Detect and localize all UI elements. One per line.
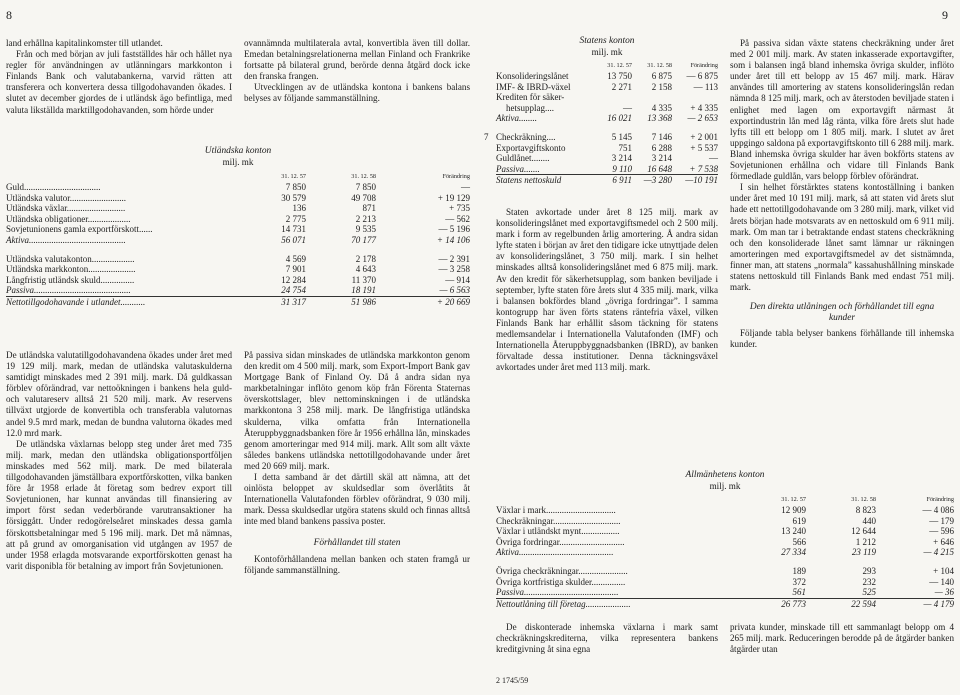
table-row <box>496 537 954 548</box>
right-col3-text <box>496 207 718 373</box>
row-label: Övriga kortfristiga skulder <box>496 576 592 587</box>
row-label: Exportavgiftskonto <box>496 142 566 153</box>
cell-change: + 14 106 <box>436 234 470 245</box>
table-row <box>496 526 954 537</box>
row-leader-dots: ........ <box>531 153 550 164</box>
cell-value: 56 071 <box>281 234 306 245</box>
row-label: Nettoutlåning till företag <box>496 598 586 609</box>
cell-value: 6 911 <box>592 175 632 186</box>
table-row <box>496 547 954 558</box>
row-leader-dots: ......................... <box>69 192 126 203</box>
cell-value: 23 119 <box>851 547 876 558</box>
table-row <box>496 505 954 516</box>
paragraph: land erhållna kapitalinkomster till utlandet. <box>6 38 163 48</box>
row-label: Checkräkning <box>496 131 547 142</box>
cell-value: 6 288 <box>651 142 672 153</box>
row-leader-dots: .......................... <box>66 203 126 214</box>
row-leader-dots: .......................................... <box>524 587 619 598</box>
table-row <box>6 193 470 204</box>
table-row <box>6 235 470 246</box>
cell-value: 4 335 <box>651 102 672 113</box>
cell-value: 16 021 <box>607 113 632 124</box>
row-label: Växlar i utländskt mynt <box>496 526 582 537</box>
column-header: 31. 12. 57 <box>607 62 632 69</box>
cell-value <box>592 92 632 103</box>
cell-value: 561 <box>792 587 806 598</box>
cell-value: 136 <box>292 203 306 214</box>
row-label: Nettotillgodohavande i utlandet <box>6 296 121 307</box>
cell-change: — 2 653 <box>687 113 718 124</box>
cell-change: — 4 215 <box>923 547 954 558</box>
paragraph: Från och med början av juli fastställdes här och hållet nya regler för användningen av utlänningars markkonton i Finlands Bank och valutabankerna, varvid rätten att transferera och konvertera dessa tillgodohavanden ökades. I slutet av december gjordes de i utländsk ägo befintliga, med valuta likställda marktillgodohavanden, som hörde under <box>6 49 232 115</box>
page-number-right: 9 <box>942 8 948 22</box>
cell-value: 2 178 <box>355 253 376 264</box>
cell-value: 7 850 <box>285 182 306 192</box>
row-leader-dots: .... <box>545 102 554 113</box>
public-accounts-table <box>496 495 954 609</box>
cell-value: 751 <box>618 142 632 153</box>
cell-value: 7 901 <box>285 264 306 275</box>
table-title: Allmänhetens konton <box>685 470 765 480</box>
column-header: 31. 12. 58 <box>351 173 376 180</box>
left-col1-top <box>6 38 232 116</box>
table-row <box>6 203 470 214</box>
row-label: Guldlånet <box>496 153 532 164</box>
cell-value: 2 271 <box>611 81 632 92</box>
row-label: Aktiva <box>496 113 519 124</box>
cell-change: — 5 196 <box>438 224 470 235</box>
cell-change: — 36 <box>934 587 954 598</box>
row-label: Utländska växlar <box>6 203 67 214</box>
paragraph: ovannämnda multilaterala avtal, konvertibla även till dollar. Emedan betalningsrelationerna mellan Finland och Frankrike fortsatte på bilateral grund, berörde denna åtgärd dock icke den franska frangen. <box>244 38 470 82</box>
column-header: Förändring <box>690 62 718 69</box>
row-label: Checkräkningar <box>496 515 553 526</box>
cell-change: — 914 <box>445 274 470 285</box>
cell-change: + 735 <box>449 203 470 214</box>
cell-value: 11 370 <box>351 274 376 285</box>
paragraph: I sin helhet förstärktes statens kontoställning i banken under året med 10 191 milj. mark, så att staten vid årets slut hade ett nettotillgodohavande om 3 280 milj. mark, vilket vid årets början hade motsvarats av en nettoskuld om 6 911 milj. mark. Om man tar i betraktande endast statens checkräkning och den konsoliderade lånet samt lämnar ur räkningen amorteringen med exportavgiftsmedel av det sistnämnda, finner man, att statens „normala” kassahushållning minskade statens nettoskuld till Finlands Bank med endast 751 milj. mark. <box>730 182 954 293</box>
cell-change: + 19 129 <box>437 192 470 203</box>
table-row <box>6 264 470 275</box>
cell-value: 9 535 <box>355 224 376 235</box>
left-col1-bottom <box>6 350 232 572</box>
row-leader-dots: .................................. <box>24 182 101 192</box>
cell-change: — 6 875 <box>686 71 718 81</box>
cell-value: 12 909 <box>781 505 806 515</box>
table-row <box>6 182 470 193</box>
cell-change: — 113 <box>693 81 718 92</box>
section-heading: Den direkta utlåningen och förhållandet till egna kunder <box>749 302 935 324</box>
row-leader-dots: .............................. <box>552 515 621 526</box>
paragraph: På passiva sidan minskades de utländska markkonton genom den kredit om 4 500 milj. mark, som Export-Import Bank gav Mortgage Bank of Finland Oy. Då å andra sidan nya markbetalningar inflöto genom köp från Förenta Staternas överskottslager, blev nettominskningen i de utländska markkontona 3 258 milj. mark. De långfristiga utländska skulderna, vilka omfatta från Internationella Återuppbyggnadsbanken före år 1956 erhållna lån, minskades genom amorteringar med 914 milj. mark. Allt som allt växte således bankens utländska nettotillgodohavande under året med 20 669 milj. mark. <box>244 350 470 471</box>
state-accounts-table-block <box>496 36 718 186</box>
table-row <box>496 153 718 164</box>
cell-value: 8 823 <box>855 505 876 515</box>
paragraph: Staten avkortade under året 8 125 milj. mark av konsolideringslånet med exportavgiftsmedel och 2 500 milj. mark i form av regelbunden årlig amortering. Å andra sidan lyfte staten i början av året den tidigare icke utnyttjade delen av konsolideringslånet, 3 750 milj. mark. I sin helhet minskades alltså konsolideringslånet med 6 875 milj. mark. Av den kredit för säkerhetsupplag, som banken beviljade i september, lyfte staten före årets slut 4 335 milj. mark, vilka i balansen bokfördes bland „övriga fordringar”. I samma kontogrupp har även förts statens räntefria växel, vilken Finlands Bank har erhållit såsom täckning för statens medlemsandelar i Internationella Valutafonden (IMF) och Internationella Återuppbyggnadsbanken (IBRD), av banken förvaltade dessa institutioner. Denna täckningsväxel avkortades under året med 113 milj. mark. <box>496 207 718 373</box>
row-leader-dots: ............................. <box>559 536 625 547</box>
cell-change: — 4 086 <box>922 505 954 515</box>
column-header: 31. 12. 58 <box>851 496 876 503</box>
row-leader-dots: .................... <box>585 598 631 609</box>
cell-change: + 2 001 <box>690 131 718 142</box>
table-row <box>496 143 718 154</box>
row-leader-dots: ............... <box>100 274 135 285</box>
table-row <box>496 132 718 143</box>
table-unit: milj. mk <box>222 157 254 167</box>
cell-value: 3 214 <box>611 153 632 164</box>
paragraph: De utländska valutatillgodohavandena ökades under året med 19 129 milj. mark, medan de utländska valutaskulderna samtidigt minskades med 2 391 milj. mark. Då guldkassan förblev oförändrad, var nettoökningen i bankens hela guld- och valutareserv alltså 21 520 milj. mark. Av reservens tillväxt utgjorde de konvertibla och transferabla valutornas andel 9.5 mrd mark, medan de bundna valutorna ökades med 12.0 mrd mark. <box>6 350 232 438</box>
paragraph: Utvecklingen av de utländska kontona i bankens balans belyses av följande sammanställning. <box>244 82 470 104</box>
cell-value: 566 <box>792 536 806 547</box>
row-label: Långfristig utländsk skuld <box>6 274 101 285</box>
row-label: Utländska valutor <box>6 192 70 203</box>
row-label: Utländska obligationer <box>6 213 88 224</box>
section-heading: Förhållandet till staten <box>313 537 401 548</box>
cell-value: 9 110 <box>612 163 632 174</box>
cell-value: 14 731 <box>281 224 306 235</box>
column-header: Förändring <box>442 173 470 180</box>
table-row <box>496 587 954 598</box>
row-leader-dots: .......................................... <box>519 547 614 558</box>
cell-value: 232 <box>862 576 876 587</box>
row-leader-dots: ...................... <box>578 565 628 576</box>
cell-value: 26 773 <box>736 598 806 609</box>
cell-value: 30 579 <box>281 192 306 203</box>
table-row <box>496 566 954 577</box>
cell-value: 5 145 <box>611 131 632 142</box>
right-col4-bottom <box>730 622 954 655</box>
cell-value: 49 708 <box>351 192 376 203</box>
column-header: Förändring <box>926 496 954 503</box>
cell-value: 22 594 <box>806 598 876 609</box>
cell-value: 51 986 <box>306 296 376 307</box>
cell-change: — 140 <box>929 576 954 587</box>
row-label: Konsolideringslånet <box>496 71 569 81</box>
cell-value: 293 <box>862 565 876 576</box>
table-row <box>496 82 718 93</box>
cell-value: 7 146 <box>651 131 672 142</box>
table-row <box>496 577 954 588</box>
table-row <box>496 71 718 82</box>
row-label: Utländska markkonton <box>6 264 89 275</box>
row-label: Aktiva <box>6 234 29 245</box>
margin-mark: 7 <box>484 132 489 142</box>
row-label: Övriga checkräkningar <box>496 565 579 576</box>
table-row <box>496 598 954 609</box>
cell-value: 13 240 <box>781 526 806 537</box>
table-row <box>6 275 470 286</box>
cell-change <box>672 92 718 103</box>
cell-value <box>632 92 672 103</box>
cell-value: 440 <box>862 515 876 526</box>
cell-change: — <box>461 182 470 192</box>
cell-value: 27 334 <box>781 547 806 558</box>
table-title: Statens konton <box>579 36 635 46</box>
row-leader-dots: ................. <box>581 526 620 537</box>
foreign-accounts-table-block <box>6 146 470 308</box>
left-col2-bottom <box>244 350 470 576</box>
cell-change: — 4 179 <box>876 598 954 609</box>
cell-change: — 596 <box>929 526 954 537</box>
cell-change: — 562 <box>445 213 470 224</box>
row-leader-dots: ............... <box>591 576 626 587</box>
row-leader-dots: ........ <box>519 113 537 124</box>
column-header: 31. 12. 57 <box>281 173 306 180</box>
cell-change: + 5 537 <box>690 142 718 153</box>
row-label: Guld <box>6 182 24 192</box>
row-label: Krediten för säker- <box>496 92 565 103</box>
row-leader-dots: ........... <box>120 296 146 307</box>
foreign-accounts-table <box>6 172 470 308</box>
paragraph: Kontoförhållandena mellan banken och staten framgå ur följande sammanställning. <box>244 553 470 575</box>
row-leader-dots: ........................................... <box>34 285 131 296</box>
table-row <box>6 254 470 265</box>
row-leader-dots: ....... <box>524 163 540 174</box>
table-row <box>496 103 718 114</box>
paragraph: De utländska växlarnas belopp steg under året med 735 milj. mark, medan den utländska obligationsportföljen minskades med 562 milj. mark. De med bilaterala tillgodohavanden jämställbara exportförskotten, vilka banken före år 1958 erlade åt företag som bedrev export till Sovjetunionen, har kunnat användas till finansiering av import först sedan vederbörande varutransaktioner ha försiggått. Under redogörelseåret minskades dessa gamla förskottsbetalningar med 5 196 milj. mark. Det må nämnas, att på grund av omorganisation vid utgången av 1957 de under 1958 erlagda motsvarande exportförskotten genast ha varit disponibla för betalning av import från Sovjetunionen. <box>6 438 232 571</box>
row-leader-dots: .... <box>546 131 556 142</box>
row-label: Utländska valutakonton <box>6 253 92 264</box>
row-label: Övriga fordringar <box>496 536 560 547</box>
row-leader-dots: ..................... <box>88 264 136 275</box>
cell-change: + 104 <box>933 565 954 576</box>
paragraph: Följande tabla belyser bankens förhållande till inhemska kunder. <box>730 328 954 350</box>
cell-value: 2 158 <box>651 81 672 92</box>
table-title: Utländska konton <box>204 146 272 156</box>
table-row <box>496 516 954 527</box>
page-number-left: 8 <box>6 8 12 22</box>
cell-change: — 6 563 <box>439 285 470 296</box>
cell-value: 12 644 <box>851 526 876 537</box>
cell-change: + 7 538 <box>689 163 718 174</box>
table-row <box>6 214 470 225</box>
table-row <box>496 164 718 175</box>
cell-value: 24 754 <box>281 285 306 296</box>
cell-value: 3 214 <box>651 153 672 164</box>
row-label: Passiva <box>496 587 524 598</box>
cell-value: 2 213 <box>355 213 376 224</box>
cell-value: 13 368 <box>647 113 672 124</box>
cell-value: 12 284 <box>281 274 306 285</box>
table-row <box>6 296 470 307</box>
cell-change: + 646 <box>933 536 954 547</box>
table-row <box>496 175 718 186</box>
cell-value: 372 <box>792 576 806 587</box>
row-label: Passiva <box>496 163 524 174</box>
cell-value: 31 317 <box>236 296 306 307</box>
cell-change: + 4 335 <box>690 102 718 113</box>
row-leader-dots: ................... <box>91 253 135 264</box>
table-unit: milj. mk <box>709 481 741 491</box>
cell-value: 6 875 <box>651 71 672 81</box>
table-row <box>496 558 954 566</box>
row-leader-dots: ...... <box>138 224 153 235</box>
row-label: IMF- & IBRD-växel <box>496 81 571 92</box>
cell-change: + 20 669 <box>376 296 470 307</box>
footer-code: 2 1745/59 <box>496 676 529 685</box>
row-leader-dots: ............................... <box>545 505 616 515</box>
table-row <box>496 124 718 132</box>
cell-value: 525 <box>862 587 876 598</box>
cell-value: —3 280 <box>632 175 672 186</box>
cell-value: 4 643 <box>355 264 376 275</box>
table-unit: milj. mk <box>591 47 623 57</box>
paragraph: På passiva sidan växte statens checkräkning under året med 2 001 milj. mark. Av staten inkasserade exportavgifter, som i balansen ingå bland inhemska övriga skulder, inflöto under året till ett belopp av 15 467 milj. mark. Härav användes till amortering av statens konsolideringslån redan nämnda 8 125 milj. mark, och av återstoden beviljade staten i enlighet med lagen om exportavgift närmast åt exportindustrin lån med låg ränta, vilka före årets slut hade lyfts till ett belopp om 1 805 milj. mark. I slutet av året uppgingo saldona på exportavgiftskonto till 6 288 milj. mark. Bland inhemska övriga skulder har även bokförts statens av Sovjetunionen erhållna och vidare till Finlands Bank förmedlade guldlån, vars belopp förblev oförändrat. <box>730 38 954 182</box>
row-label: Växlar i mark <box>496 505 546 515</box>
right-col3-bottom <box>496 622 718 655</box>
cell-value: 16 648 <box>647 163 672 174</box>
table-row <box>496 92 718 103</box>
table-row <box>6 246 470 254</box>
paragraph: De diskonterade inhemska växlarna i mark samt checkräkningskrediterna, vilka representera bankens kreditgivning åt sina egna <box>496 622 718 655</box>
cell-value: 13 750 <box>607 71 632 81</box>
paragraph: I detta samband är det därtill skäl att nämna, att det oinlösta beloppet av skuldsedlar som överlåtits åt Internationella Valutafonden förblev oförändrat, 9 030 milj. mark. Dessa skuldsedlar utgöra statens skuld och finnas alltså inte med bland bankens passiva poster. <box>244 472 470 527</box>
public-accounts-table-block <box>496 470 954 609</box>
cell-change: — 179 <box>929 515 954 526</box>
table-row <box>6 285 470 296</box>
cell-value: 189 <box>792 565 806 576</box>
cell-change: — 2 391 <box>438 253 470 264</box>
cell-change: —10 191 <box>672 175 718 186</box>
paragraph: privata kunder, minskade till ett sammanlagt belopp om 4 265 milj. mark. Reduceringen berodde på de åtgärder banken åtgärder utan <box>730 622 954 655</box>
table-row <box>496 113 718 124</box>
left-col2-top <box>244 38 470 105</box>
state-accounts-table <box>496 61 718 186</box>
cell-value: 1 212 <box>855 536 876 547</box>
cell-value: 4 569 <box>285 253 306 264</box>
row-label: Sovjetunionens gamla exportförskott <box>6 224 139 235</box>
right-col4-text <box>730 38 954 350</box>
cell-value: 7 850 <box>355 182 376 192</box>
row-label: Aktiva <box>496 547 519 558</box>
cell-value: 18 191 <box>351 285 376 296</box>
row-label: Statens nettoskuld <box>496 175 562 186</box>
row-label: hetsupplag <box>506 102 545 113</box>
column-header: 31. 12. 57 <box>781 496 806 503</box>
cell-value: 2 775 <box>285 213 306 224</box>
row-label: Passiva <box>6 285 34 296</box>
row-leader-dots: ................... <box>87 213 131 224</box>
cell-value: — <box>623 102 632 113</box>
table-row <box>6 224 470 235</box>
row-leader-dots: ........................................... <box>29 234 126 245</box>
cell-value: 70 177 <box>351 234 376 245</box>
cell-value: 619 <box>792 515 806 526</box>
cell-change: — 3 258 <box>438 264 470 275</box>
cell-value: 871 <box>362 203 376 214</box>
column-header: 31. 12. 58 <box>647 62 672 69</box>
cell-change: — <box>709 153 718 164</box>
